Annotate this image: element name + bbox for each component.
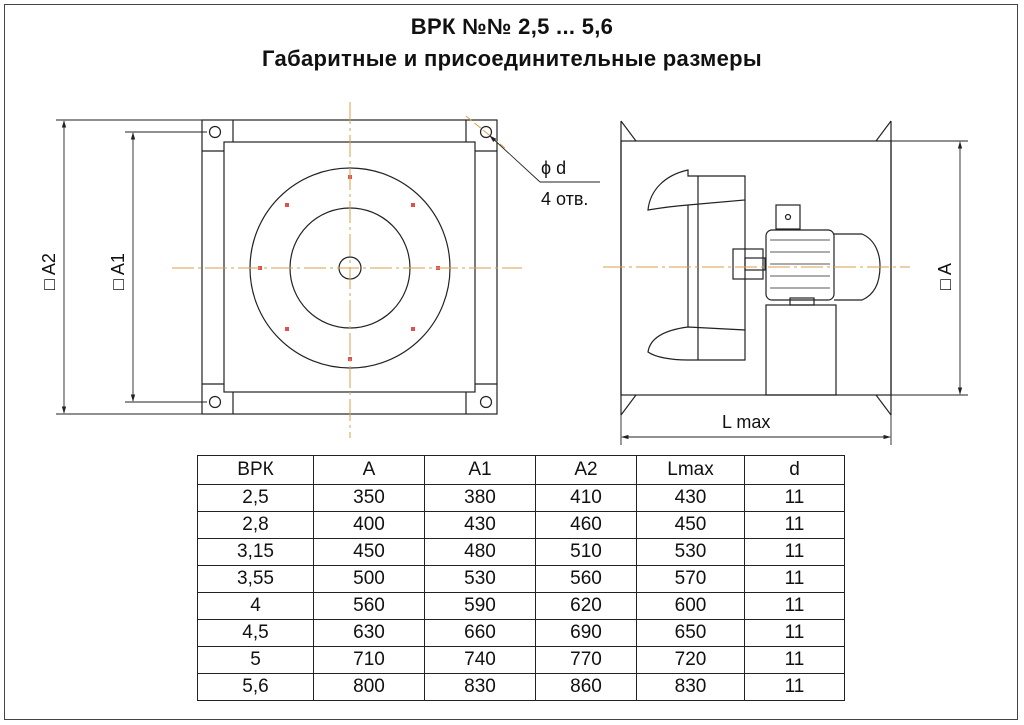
cell-d: 11: [745, 647, 845, 674]
front-view: [56, 102, 600, 438]
cell-a: 630: [314, 620, 425, 647]
table-row: [198, 593, 845, 620]
shaft: [745, 258, 765, 270]
label-lmax: L max: [722, 412, 771, 432]
impeller-lower: [648, 327, 745, 360]
label-a1: □ A1: [108, 253, 128, 290]
cell-vrk: 3,15: [198, 539, 314, 566]
duct-flanges: [621, 121, 891, 415]
table-row: [198, 620, 845, 647]
cell-a1: 660: [425, 620, 536, 647]
cell-a1: 380: [425, 485, 536, 512]
cell-lmax: 720: [637, 647, 745, 674]
cell-a: 400: [314, 512, 425, 539]
dimensions-table: [197, 455, 845, 701]
cell-a1: 480: [425, 539, 536, 566]
table-row: [198, 539, 845, 566]
cell-vrk: 3,55: [198, 566, 314, 593]
cell-lmax: 450: [637, 512, 745, 539]
table-header-row: [198, 456, 845, 485]
motor-foot: [790, 298, 814, 305]
label-a: □ A: [935, 263, 955, 290]
sheet-title: ВРК №№ 2,5 ... 5,6: [410, 14, 614, 39]
cell-a2: 410: [536, 485, 637, 512]
hole-centerline: [466, 116, 505, 148]
cell-a: 500: [314, 566, 425, 593]
terminal-box: [776, 205, 800, 229]
impeller-upper: [648, 170, 745, 210]
cell-a2: 560: [536, 566, 637, 593]
cell-a2: 770: [536, 647, 637, 674]
motor-ribs: [770, 240, 830, 288]
cell-d: 11: [745, 512, 845, 539]
cell-vrk: 5: [198, 647, 314, 674]
cell-lmax: 600: [637, 593, 745, 620]
table-row: [198, 566, 845, 593]
cell-vrk: 5,6: [198, 674, 314, 701]
label-hole-count: 4 отв.: [541, 189, 589, 209]
cell-a: 710: [314, 647, 425, 674]
cell-a1: 430: [425, 512, 536, 539]
header-vrk: ВРК: [198, 456, 314, 485]
cell-vrk: 4: [198, 593, 314, 620]
header-a1: A1: [425, 456, 536, 485]
cell-a2: 620: [536, 593, 637, 620]
side-view: [603, 121, 968, 445]
cell-lmax: 570: [637, 566, 745, 593]
header-a: A: [314, 456, 425, 485]
cell-a1: 530: [425, 566, 536, 593]
cell-vrk: 4,5: [198, 620, 314, 647]
header-a2: A2: [536, 456, 637, 485]
cell-a2: 460: [536, 512, 637, 539]
impeller-web: [688, 176, 745, 360]
cell-a1: 740: [425, 647, 536, 674]
cell-vrk: 2,8: [198, 512, 314, 539]
cell-a: 350: [314, 485, 425, 512]
cell-d: 11: [745, 674, 845, 701]
cell-lmax: 530: [637, 539, 745, 566]
cell-d: 11: [745, 620, 845, 647]
header-lmax: Lmax: [637, 456, 745, 485]
cell-lmax: 830: [637, 674, 745, 701]
cell-vrk: 2,5: [198, 485, 314, 512]
table-row: [198, 512, 845, 539]
cell-a: 800: [314, 674, 425, 701]
table-row: [198, 485, 845, 512]
table-row: [198, 647, 845, 674]
coupling: [733, 249, 763, 279]
header-d: d: [745, 456, 845, 485]
label-hole-diameter: ϕ d: [541, 158, 567, 178]
terminal-screw: [786, 215, 791, 220]
cell-d: 11: [745, 566, 845, 593]
label-a2: □ A2: [39, 253, 59, 290]
cell-a1: 590: [425, 593, 536, 620]
cell-d: 11: [745, 485, 845, 512]
cell-lmax: 430: [637, 485, 745, 512]
sheet-subtitle: Габаритные и присоединительные размеры: [262, 46, 762, 71]
motor-support: [766, 305, 836, 395]
dimension-a2: [56, 120, 202, 414]
table-row: [198, 674, 845, 701]
dimension-a1: [125, 132, 207, 402]
motor-body: [766, 230, 834, 300]
cell-lmax: 650: [637, 620, 745, 647]
dimension-a: [891, 141, 968, 395]
cell-a: 450: [314, 539, 425, 566]
cell-d: 11: [745, 593, 845, 620]
cell-a: 560: [314, 593, 425, 620]
cell-a1: 830: [425, 674, 536, 701]
duct-body: [621, 141, 891, 395]
cell-a2: 690: [536, 620, 637, 647]
cell-a2: 510: [536, 539, 637, 566]
cell-d: 11: [745, 539, 845, 566]
cell-a2: 860: [536, 674, 637, 701]
